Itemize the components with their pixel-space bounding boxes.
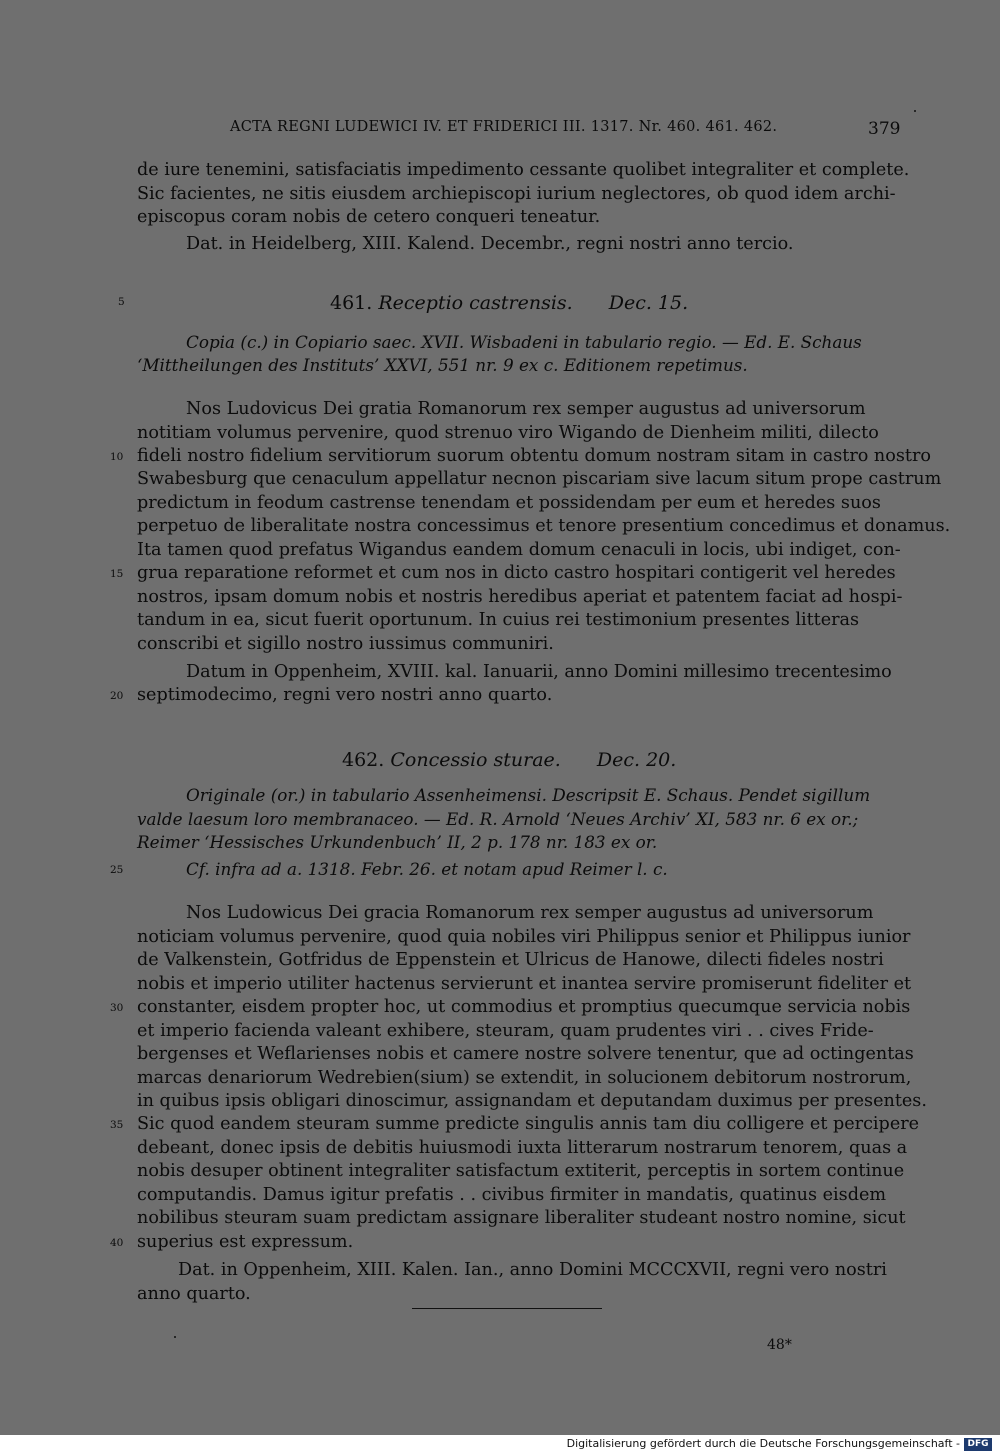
- source-line: Cf. infra ad a. 1318. Febr. 26. et notam apud Reimer l. c.: [186, 859, 668, 879]
- text-line: Sic facientes, ne sitis eiusdem archiepiscopi iurium neglectores, ob quod idem archi-: [137, 184, 896, 204]
- source-line: Reimer ‘Hessisches Urkundenbuch’ II, 2 p. 178 nr. 183 ex or.: [137, 832, 658, 852]
- dating-line: Dat. in Oppenheim, XIII. Kalen. Ian., anno Domini MCCCXVII, regni vero nostri: [178, 1260, 887, 1280]
- text-line: nobis desuper obtinent integraliter satisfactum extiterit, perceptis in sortem continue: [137, 1161, 905, 1181]
- line-number: 25: [110, 864, 124, 876]
- document-number: 461.: [330, 292, 373, 314]
- text-line: superius est expressum.: [137, 1232, 354, 1252]
- text-line: perpetuo de liberalitate nostra concessimus et tenore presentium concedimus et donamus.: [137, 516, 951, 536]
- document-heading-462: [342, 749, 676, 771]
- source-line: valde laesum loro membranaceo. — Ed. R. Arnold ‘Neues Archiv’ XI, 583 nr. 6 ex or.;: [137, 809, 859, 829]
- dating-line: Datum in Oppenheim, XVIII. kal. Ianuarii, anno Domini millesimo trecentesimo: [186, 662, 892, 682]
- document-number: 462.: [342, 749, 385, 771]
- text-line: anno quarto.: [137, 1284, 251, 1304]
- text-line: predictum in feodum castrense tenendam et possidendam per eum et heredes suos: [137, 493, 881, 513]
- source-line: Originale (or.) in tabulario Assenheimensi. Descripsit E. Schaus. Pendet sigillum: [186, 785, 871, 805]
- text-line: tandum in ea, sicut fuerit oportunum. In cuius rei testimonium presentes litteras: [137, 610, 860, 630]
- text-line: conscribi et sigillo nostro iussimus communiri.: [137, 634, 554, 654]
- dating-line: Dat. in Heidelberg, XIII. Kalend. Decembr., regni nostri anno tercio.: [186, 234, 794, 254]
- text-line: nobis et imperio utiliter hactenus servierunt et inantea servire promiserunt fideliter et: [137, 974, 912, 994]
- text-line: episcopus coram nobis de cetero conqueri teneatur.: [137, 207, 601, 227]
- document-date: Dec. 20.: [596, 749, 677, 771]
- text-line: nostros, ipsam domum nobis et nostris heredibus aperiat et patentem faciat ad hospi-: [137, 587, 903, 607]
- line-number: 35: [110, 1119, 124, 1131]
- end-rule: [412, 1308, 602, 1309]
- document-title: Concessio sturae.: [390, 749, 561, 771]
- source-line: ‘Mittheilungen des Instituts’ XXVI, 551 nr. 9 ex c. Editionem repetimus.: [137, 355, 748, 375]
- text-line: fideli nostro fidelium servitiorum suorum obtentu domum nostram sitam in castro nostro: [137, 446, 931, 466]
- text-line: septimodecimo, regni vero nostri anno quarto.: [137, 685, 553, 705]
- line-number: 30: [110, 1002, 124, 1014]
- document-date: Dec. 15.: [608, 292, 689, 314]
- text-line: bergenses et Weflarienses nobis et camere nostre solvere tenentur, que ad octingentas: [137, 1044, 914, 1064]
- text-line: noticiam volumus pervenire, quod quia nobiles viri Philippus senior et Philippus iunior: [137, 927, 911, 947]
- line-number: 5: [118, 296, 125, 308]
- text-line: et imperio facienda valeant exhibere, steuram, quam prudentes viri . . cives Fride-: [137, 1021, 874, 1041]
- line-number: 40: [110, 1237, 124, 1249]
- text-line: de iure tenemini, satisfaciatis impedimento cessante quolibet integraliter et complete.: [137, 160, 910, 180]
- print-speck: [914, 110, 916, 112]
- text-line: grua reparatione reformet et cum nos in dicto castro hospitari contigerit vel heredes: [137, 563, 896, 583]
- text-line: Ita tamen quod prefatus Wigandus eandem domum cenaculi in locis, ubi indiget, con-: [137, 540, 901, 560]
- text-line: Nos Ludovicus Dei gratia Romanorum rex semper augustus ad universorum: [186, 399, 866, 419]
- document-heading-461: [330, 292, 688, 314]
- text-line: de Valkenstein, Gotfridus de Eppenstein et Ulricus de Hanowe, dilecti fideles nostri: [137, 950, 884, 970]
- text-line: constanter, eisdem propter hoc, ut commodius et promptius quecumque servicia nobis: [137, 997, 911, 1017]
- line-number: 20: [110, 690, 124, 702]
- line-number: 15: [110, 568, 124, 580]
- footer-credit: Digitalisierung gefördert durch die Deutsche Forschungsgemeinschaft -: [566, 1437, 960, 1450]
- digitization-footer: [0, 1435, 1000, 1455]
- print-speck: [174, 1336, 176, 1338]
- text-line: computandis. Damus igitur prefatis . . civibus firmiter in mandatis, quatinus eisdem: [137, 1185, 887, 1205]
- text-line: debeant, donec ipsis de debitis huiusmodi iuxta litterarum nostrarum tenorem, quas a: [137, 1138, 908, 1158]
- line-number: 10: [110, 451, 124, 463]
- text-line: nobilibus steuram suam predictam assignare liberaliter studeant nostro nomine, sicut: [137, 1208, 906, 1228]
- text-line: Nos Ludowicus Dei gracia Romanorum rex semper augustus ad universorum: [186, 903, 874, 923]
- text-line: Sic quod eandem steuram summe predicte singulis annis tam diu colligere et percipere: [137, 1114, 920, 1134]
- text-line: Swabesburg que cenaculum appellatur necnon piscariam sive lacum situm prope castrum: [137, 469, 942, 489]
- dfg-logo-icon: DFG: [964, 1438, 992, 1451]
- source-line: Copia (c.) in Copiario saec. XVII. Wisbadeni in tabulario regio. — Ed. E. Schaus: [186, 332, 862, 352]
- printer-signature: 48*: [767, 1337, 792, 1353]
- document-title: Receptio castrensis.: [378, 292, 573, 314]
- page-number: 379: [868, 119, 901, 139]
- running-head: ACTA REGNI LUDEWICI IV. ET FRIDERICI III. 1317. Nr. 460. 461. 462.: [230, 119, 778, 135]
- text-line: marcas denariorum Wedrebien(sium) se extendit, in solucionem debitorum nostrorum,: [137, 1068, 912, 1088]
- text-line: in quibus ipsis obligari dinoscimur, assignandam et deputandam duximus per presentes.: [137, 1091, 927, 1111]
- text-line: notitiam volumus pervenire, quod strenuo viro Wigando de Dienheim militi, dilecto: [137, 423, 879, 443]
